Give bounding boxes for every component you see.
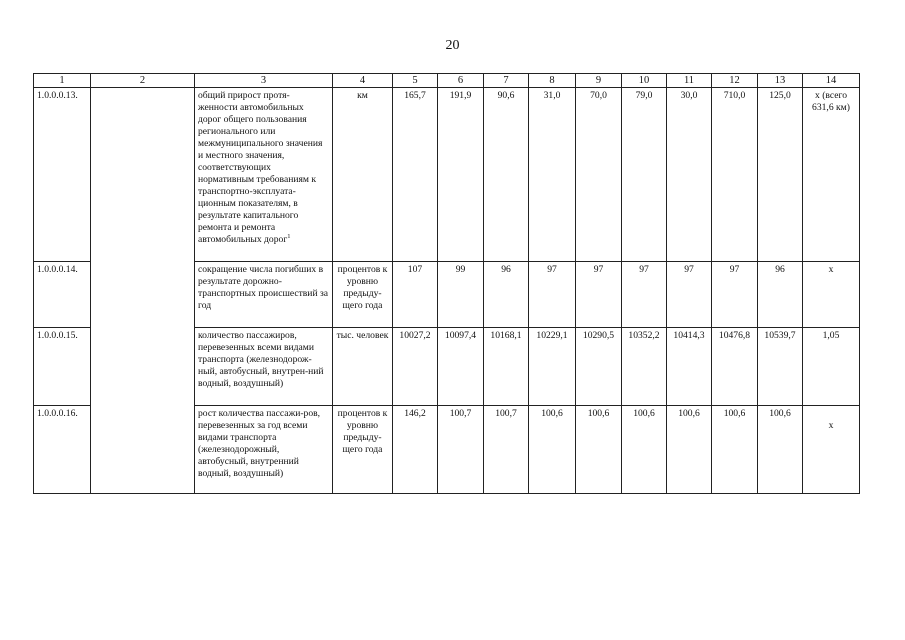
value-cell: 710,0: [712, 88, 758, 262]
header-cell: 11: [667, 74, 712, 88]
column-14-cell: х: [803, 262, 860, 328]
header-cell: 7: [484, 74, 529, 88]
value-cell: 70,0: [576, 88, 622, 262]
column-14-cell: 1,05: [803, 328, 860, 406]
header-cell: 6: [438, 74, 484, 88]
value-cell: 100,7: [438, 406, 484, 494]
value-cell: 10168,1: [484, 328, 529, 406]
page-number: 20: [445, 38, 460, 53]
value-cell: 10027,2: [393, 328, 438, 406]
row-code: 1.0.0.0.16.: [34, 406, 91, 494]
row-code: 1.0.0.0.13.: [34, 88, 91, 262]
value-cell: 10352,2: [622, 328, 667, 406]
value-cell: 10229,1: [529, 328, 576, 406]
row-unit: км: [333, 88, 393, 262]
column-14-cell: х: [803, 406, 860, 494]
header-row: [34, 74, 860, 88]
row-code: 1.0.0.0.14.: [34, 262, 91, 328]
header-cell: 4: [333, 74, 393, 88]
header-cell: 3: [195, 74, 333, 88]
value-cell: 100,6: [529, 406, 576, 494]
value-cell: 165,7: [393, 88, 438, 262]
header-cell: 5: [393, 74, 438, 88]
value-cell: 100,7: [484, 406, 529, 494]
value-cell: 191,9: [438, 88, 484, 262]
value-cell: 97: [667, 262, 712, 328]
header-cell: 1: [34, 74, 91, 88]
value-cell: 100,6: [576, 406, 622, 494]
indicator-table: [33, 73, 860, 494]
value-cell: 97: [622, 262, 667, 328]
column-2-cell: [91, 88, 195, 494]
table-row: [34, 88, 860, 262]
value-cell: 125,0: [758, 88, 803, 262]
value-cell: 97: [576, 262, 622, 328]
value-cell: 31,0: [529, 88, 576, 262]
row-indicator: сокращение числа погибших в результате дорожно-транспортных происшествий за год: [195, 262, 333, 328]
row-unit: процентов к уровню предыду-щего года: [333, 262, 393, 328]
header-cell: 14: [803, 74, 860, 88]
value-cell: 100,6: [758, 406, 803, 494]
row-indicator: рост количества пассажи-ров, перевезенных за год всеми видами транспорта (железнодорожный, автобусный, внутренний водный, воздушный): [195, 406, 333, 494]
value-cell: 96: [484, 262, 529, 328]
row-unit: тыс. человек: [333, 328, 393, 406]
value-cell: 90,6: [484, 88, 529, 262]
header-cell: 13: [758, 74, 803, 88]
value-cell: 10097,4: [438, 328, 484, 406]
value-cell: 97: [712, 262, 758, 328]
footnote-mark: 1: [287, 232, 291, 240]
value-cell: 10290,5: [576, 328, 622, 406]
value-cell: 79,0: [622, 88, 667, 262]
value-cell: 100,6: [667, 406, 712, 494]
header-cell: 8: [529, 74, 576, 88]
value-cell: 10414,3: [667, 328, 712, 406]
header-cell: 12: [712, 74, 758, 88]
header-cell: 10: [622, 74, 667, 88]
row-code: 1.0.0.0.15.: [34, 328, 91, 406]
value-cell: 10539,7: [758, 328, 803, 406]
value-cell: 99: [438, 262, 484, 328]
column-14-cell: х (всего 631,6 км): [803, 88, 860, 262]
row-indicator: количество пассажиров, перевезенных всеми видами транспорта (железнодорож-ный, автобусный, внутрен-ний водный, воздушный): [195, 328, 333, 406]
value-cell: 100,6: [712, 406, 758, 494]
value-cell: 146,2: [393, 406, 438, 494]
row-unit: процентов к уровню предыду-щего года: [333, 406, 393, 494]
row-indicator: общий прирост протя-женности автомобильных дорог общего пользования регионального или межмуниципального значения и местного значения, соответствующих нормативным требованиям к транспортно-эксплуата-ционным показателям, в результате капитального ремонта и ремонта автомобильных дорог$^1$: [195, 88, 333, 262]
value-cell: 30,0: [667, 88, 712, 262]
value-cell: 107: [393, 262, 438, 328]
header-cell: 2: [91, 74, 195, 88]
value-cell: 96: [758, 262, 803, 328]
value-cell: 97: [529, 262, 576, 328]
header-cell: 9: [576, 74, 622, 88]
value-cell: 100,6: [622, 406, 667, 494]
value-cell: 10476,8: [712, 328, 758, 406]
